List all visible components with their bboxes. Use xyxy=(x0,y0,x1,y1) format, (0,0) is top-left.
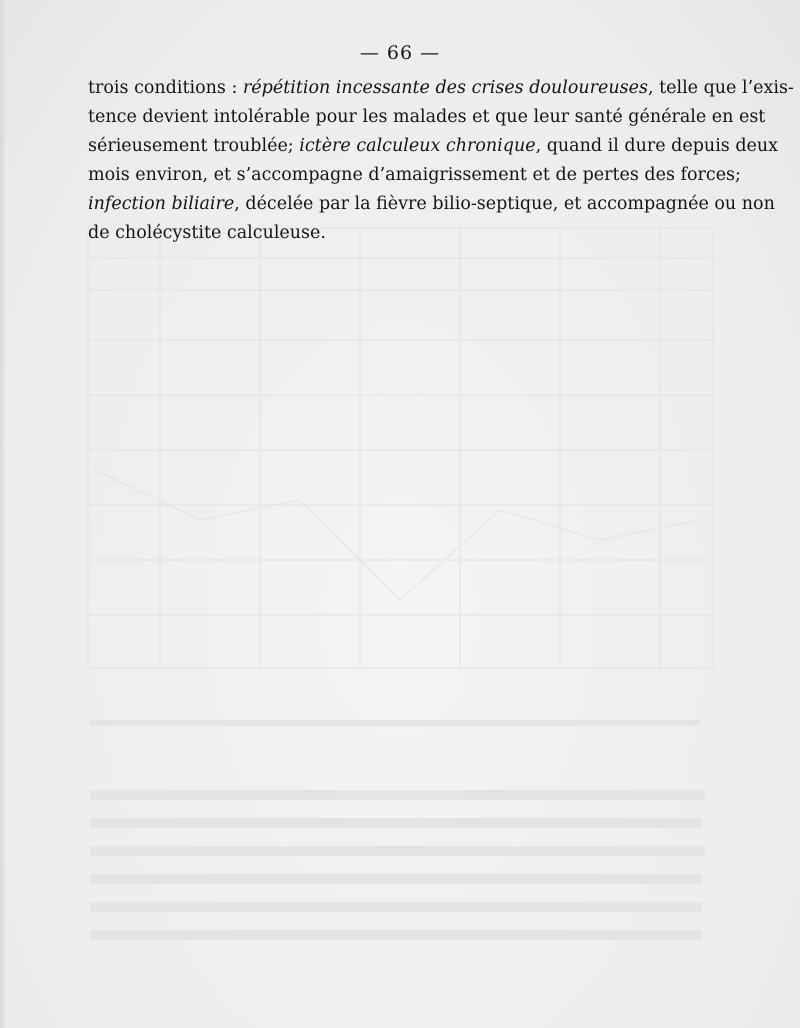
text-run-italic: infection biliaire xyxy=(88,194,235,214)
text-run: sérieusement troublée; xyxy=(88,136,300,156)
text-run: de cholécystite calculeuse. xyxy=(88,223,326,243)
page-edge-shadow xyxy=(0,0,6,1028)
text-run: tence devient intolérable pour les malades et que leur santé générale en est xyxy=(88,107,766,127)
text-run: , telle que l’exis- xyxy=(647,78,794,98)
page-number: — 66 — xyxy=(359,42,441,64)
text-line xyxy=(88,103,766,132)
text-line xyxy=(88,132,779,161)
text-run: trois conditions : xyxy=(88,78,243,98)
text-line xyxy=(88,190,775,219)
text-line xyxy=(88,161,741,190)
text-run: , décelée par la fièvre bilio-septique, et accompagnée ou non xyxy=(234,194,775,214)
text-run-italic: répétition incessante des crises douloureuses xyxy=(242,78,648,98)
text-run: mois environ, et s’accompagne d’amaigrissement et de pertes des forces; xyxy=(88,165,741,185)
text-line xyxy=(88,219,708,248)
body-paragraph xyxy=(88,74,794,248)
text-run-italic: ictère calculeux chronique xyxy=(299,136,536,156)
text-line xyxy=(88,74,794,103)
text-run: , quand il dure depuis deux xyxy=(535,136,779,156)
